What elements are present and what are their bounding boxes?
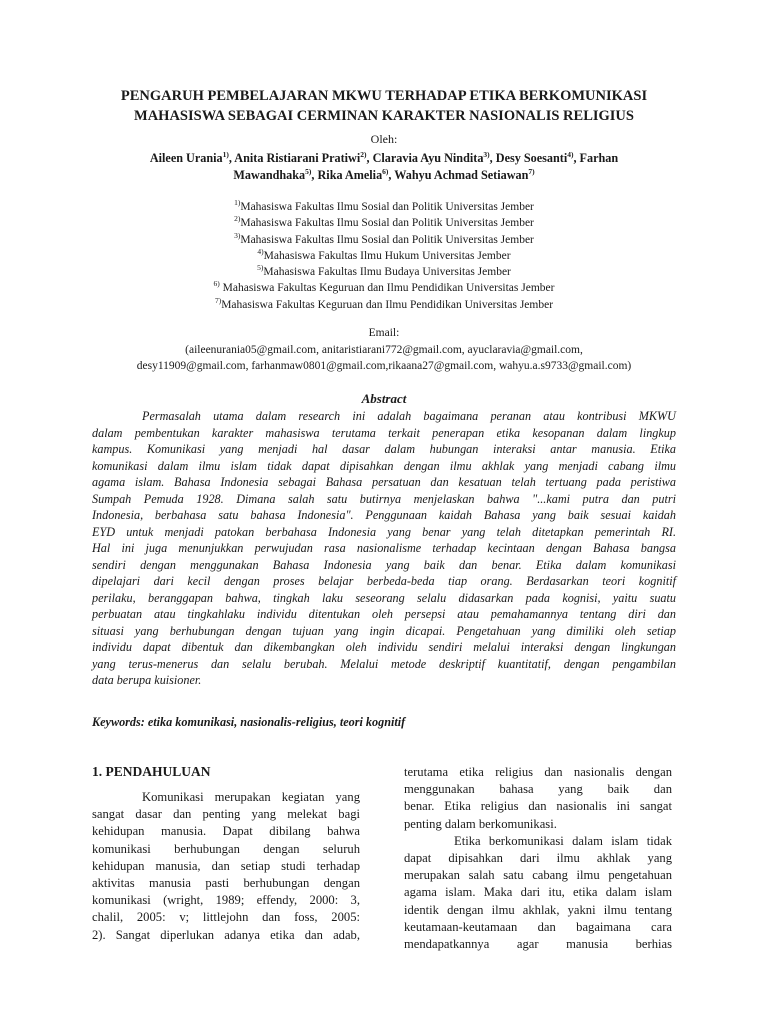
affiliation-item: [0, 215, 768, 231]
abstract-line: yang terus-menerus dan selalu berubah. Melalui metode deskriptif kuantitatif, dengan pengambilan: [92, 656, 676, 671]
abstract-line: perilaku, beranggapan bahwa, tingkah laku seseorang selalu didasarkan pada kognisi, yaitu suatu: [92, 590, 676, 605]
body-line: penting dalam berkomunikasi.: [404, 816, 557, 831]
author-mark: 4): [567, 149, 574, 159]
oleh-label: Oleh:: [370, 132, 398, 146]
author-mark: 5): [305, 166, 312, 176]
abstract-line: EYD untuk menjadi patokan berbahasa Indonesia yang benar yang telah ditetapkan pemerintah RI.: [92, 524, 676, 539]
left-column: [92, 789, 360, 944]
abstract-line: dipelajari dari kecil dengan proses belajar berbeda-beda tiap orang. Berdasarkan teori kognitif: [92, 574, 676, 588]
abstract-line: Sumpah Pemuda 1928. Dimana salah satu butirnya menjelaskan bahwa "...kami putra dan putri: [92, 491, 676, 506]
author-name: Claravia Ayu Nindita: [372, 151, 484, 165]
author-list: [80, 150, 688, 184]
affiliation-text: Mahasiswa Fakultas Ilmu Budaya Universitas Jember: [263, 266, 511, 279]
title-line-2: MAHASISWA SEBAGAI CERMINAN KARAKTER NASIONALIS RELIGIUS: [134, 108, 634, 124]
abstract-line: data berupa kuisioner.: [92, 673, 202, 687]
affiliation-item: [0, 280, 768, 296]
body-line: Etika berkomunikasi dalam islam tidak: [454, 833, 672, 848]
email-block: [0, 325, 768, 375]
affiliation-mark: 3): [234, 230, 241, 240]
abstract-line: situasi yang berhubungan dengan tujuan yang ingin dicapai. Pengetahuan yang dimiliki oleh setiap: [92, 623, 676, 638]
paper-title: [60, 86, 708, 126]
body-line: benar. Etika religius dan nasionalis ini sangat: [404, 799, 672, 814]
affiliation-item: [0, 248, 768, 264]
body-line: dapat dipisahkan dari ilmu akhlak yang: [404, 851, 672, 866]
body-line: chalil, 2005: v; littlejohn dan foss, 2005:: [92, 910, 360, 925]
affiliation-text: Mahasiswa Fakultas Ilmu Sosial dan Politik Universitas Jember: [240, 201, 534, 213]
body-line: komunikasi berhubungan dengan seluruh: [92, 841, 360, 856]
body-line: aktivitas manusia pasti berhubungan dengan: [92, 876, 360, 891]
author-mark: 6): [382, 166, 389, 176]
author-separator: ,: [311, 168, 318, 182]
affiliation-mark: 1): [234, 198, 241, 208]
body-line: sangat dasar dan penting yang melekat bagi: [92, 807, 360, 822]
affiliation-mark: 4): [257, 247, 264, 257]
author-name: Anita Ristiarani Pratiwi: [234, 151, 361, 165]
author-separator: ,: [388, 168, 395, 182]
abstract-line: agama islam. Bahasa Indonesia sebagai Bahasa persatuan dan kesatuan telah tertuang pada peristiwa: [92, 475, 676, 489]
affiliation-text: Mahasiswa Fakultas Ilmu Hukum Universitas Jember: [263, 249, 511, 262]
author-mark: 1): [222, 149, 229, 159]
body-line: kehidupan manusia, dan setiap studi terhadap: [92, 858, 360, 873]
body-line: agama islam. Maka dari itu, etika dalam islam: [404, 885, 672, 900]
abstract-line: Hal ini juga menunjukkan perwujudan rasa nasionalisme terhadap kecintaan dengan Bahasa bangsa: [92, 541, 676, 555]
author-separator: ,: [228, 151, 235, 165]
author-separator: , Farhan: [573, 151, 619, 165]
affiliation-mark: 5): [257, 263, 264, 273]
body-line: kehidupan manusia. Dapat dibilang bahwa: [92, 824, 360, 839]
author-separator: ,: [366, 151, 373, 165]
abstract-line: kampus. Komunikasi yang menjadi hal dasar dalam hubungan interaksi antar manusia. Etika: [92, 442, 676, 456]
body-line: merupakan salah satu cabang ilmu pengetahuan: [404, 868, 672, 883]
author-mark: 2): [360, 149, 367, 159]
title-line-1: PENGARUH PEMBELAJARAN MKWU TERHADAP ETIKA BERKOMUNIKASI: [120, 88, 648, 104]
affiliation-item: [0, 264, 768, 280]
author-line-2: [80, 167, 688, 184]
body-line: terutama etika religius dan nasionalis dengan: [404, 765, 672, 779]
abstract-line: sendiri dengan menggunakan Bahasa Indonesia yang baik dan benar. Etika dalam komunikasi: [92, 557, 676, 572]
author-name: Wahyu Achmad Setiawan: [394, 168, 529, 182]
keywords: Keywords: etika komunikasi, nasionalis-religius, teori kognitif: [92, 715, 406, 729]
author-name: Aileen Urania: [149, 151, 223, 165]
affiliation-mark: 7): [214, 295, 222, 305]
author-name: Rika Amelia: [317, 168, 383, 182]
body-line: 2). Sangat diperlukan adanya etika dan adab,: [92, 927, 360, 942]
author-mark: 3): [483, 149, 490, 159]
right-column: [404, 764, 672, 953]
author-name: Desy Soesanti: [495, 151, 568, 165]
affiliation-text: Mahasiswa Fakultas Keguruan dan Ilmu Pendidikan Universitas Jember: [219, 282, 555, 295]
body-line: keutamaan-keutamaan dan bagaimana cara: [404, 919, 672, 934]
affiliation-text: Mahasiswa Fakultas Ilmu Sosial dan Politik Universitas Jember: [240, 233, 534, 246]
abstract-heading: Abstract: [361, 391, 407, 406]
affiliation-mark: 6): [213, 279, 220, 289]
author-name: Mawandhaka: [233, 168, 306, 182]
affiliation-text: Mahasiswa Fakultas Keguruan dan Ilmu Pendidikan Universitas Jember: [221, 298, 554, 311]
abstract-line: Permasalah utama dalam research ini adalah bagaimana peranan atau kontribusi MKWU: [142, 409, 676, 423]
abstract-line: dalam pembentukan karakter mahasiswa terutama terkait penerapan etika kesopanan dalam lingkup: [92, 425, 676, 440]
body-line: mendapatkannya agar manusia berhias: [404, 937, 672, 952]
body-line: komunikasi (wright, 1989; effendy, 2000: 3,: [92, 893, 360, 908]
affiliation-item: [0, 232, 768, 248]
body-line: Komunikasi merupakan kegiatan yang: [142, 790, 360, 804]
body-line: identik dengan ilmu akhlak, yakni ilmu tentang: [404, 902, 672, 917]
affiliation-item: [0, 297, 768, 313]
email-label: Email:: [368, 327, 400, 339]
author-mark: 7): [528, 166, 535, 176]
author-separator: ,: [489, 151, 496, 165]
affiliation-item: [0, 199, 768, 215]
body-line: menggunakan bahasa yang baik dan: [404, 782, 672, 797]
abstract-line: Indonesia, berbahasa satu bahasa Indonesia". Penggunaan kaidah Bahasa yang baik sesuai kaidah: [92, 508, 676, 522]
abstract-body: [92, 408, 676, 689]
email-line-1: (aileenurania05@gmail.com, anitaristiarani772@gmail.com, ayuclaravia@gmail.com,: [185, 343, 583, 356]
abstract-line: komunikasi dalam ilmu islam tidak dapat dipisahkan dengan ilmu akhlak yang menjadi cabang ilmu: [92, 458, 676, 473]
section-heading: 1. PENDAHULUAN: [92, 764, 211, 779]
affiliation-list: [0, 199, 768, 313]
abstract-line: individu dapat dibentuk dan dikembangkan oleh individu sendiri melalui interaksi dengan lingkungan: [92, 640, 676, 654]
abstract-line: perbuatan atau tingkahlaku individu ditentukan oleh persepsi atau pemahamannya tentang diri dan: [92, 607, 676, 621]
email-line-2: desy11909@gmail.com, farhanmaw0801@gmail.com,rikaana27@gmail.com, wahyu.a.s9733@gmail.com): [136, 360, 632, 372]
affiliation-mark: 2): [234, 214, 241, 224]
author-line-1: [80, 150, 688, 167]
affiliation-text: Mahasiswa Fakultas Ilmu Sosial dan Politik Universitas Jember: [240, 217, 534, 230]
